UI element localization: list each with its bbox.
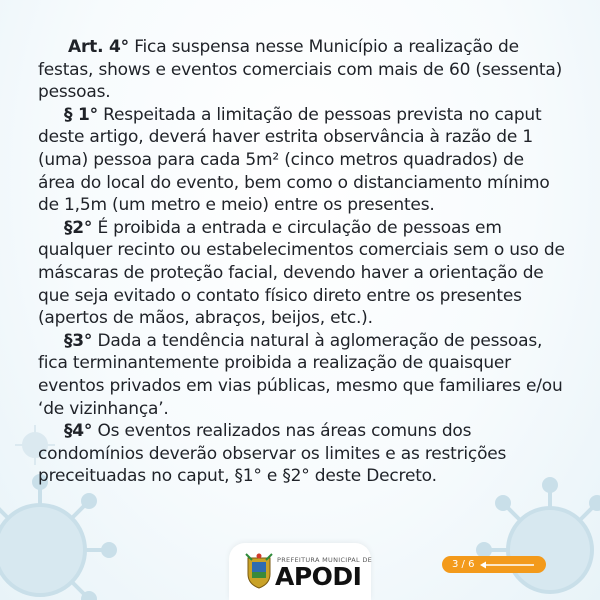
coat-of-arms-icon	[244, 552, 274, 590]
article-intro	[38, 36, 566, 104]
decree-text	[38, 36, 566, 488]
prefeitura-logo	[229, 543, 371, 600]
arrow-left-icon	[480, 561, 534, 569]
paragraph-1	[38, 104, 566, 217]
paragraph-text: É proibida a entrada e circulação de pessoas em qualquer recinto ou estabelecimentos comerciais sem o uso de máscaras de proteção facial, devendo haver a orientação de que seja evitado o contato físico direto entre os presentes (apertos de mãos, abraços, beijos, etc.).	[38, 217, 565, 329]
paragraph-label: §2°	[64, 217, 93, 238]
article-text: Fica suspensa nesse Município a realização de festas, shows e eventos comerciais com mais de 60 (sessenta) pessoas.	[38, 37, 563, 103]
paragraph-text: Dada a tendência natural à aglomeração de pessoas, fica terminantemente proibida a realização de quaisquer eventos privados em vias públicas, mesmo que familiares e/ou ‘de vizinhança’.	[38, 330, 563, 419]
page-number: 3 / 6	[452, 559, 475, 570]
paragraph-4	[38, 420, 566, 488]
paragraph-label: § 1°	[64, 104, 98, 125]
paragraph-text: Os eventos realizados nas áreas comuns dos condomínios deverão observar os limites e as restrições preceituadas no caput, §1° e §2° deste Decreto.	[38, 421, 507, 487]
prefeitura-label: PREFEITURA MUNICIPAL DE	[277, 556, 373, 564]
virus-illustration-right	[470, 470, 600, 600]
page-indicator	[442, 556, 546, 573]
paragraph-label: §4°	[64, 421, 93, 442]
paragraph-3	[38, 330, 566, 420]
paragraph-2	[38, 217, 566, 330]
paragraph-label: §3°	[64, 330, 93, 351]
virus-illustration-left	[0, 470, 130, 600]
article-label: Art. 4°	[68, 37, 129, 57]
city-name: APODI	[275, 562, 362, 591]
paragraph-text: Respeitada a limitação de pessoas prevista no caput deste artigo, deverá haver estrita observância à razão de 1 (uma) pessoa para cada 5m² (cinco metros quadrados) de área do local do evento, bem como o distanciamento mínimo de 1,5m (um metro e meio) entre os presentes.	[38, 104, 550, 216]
